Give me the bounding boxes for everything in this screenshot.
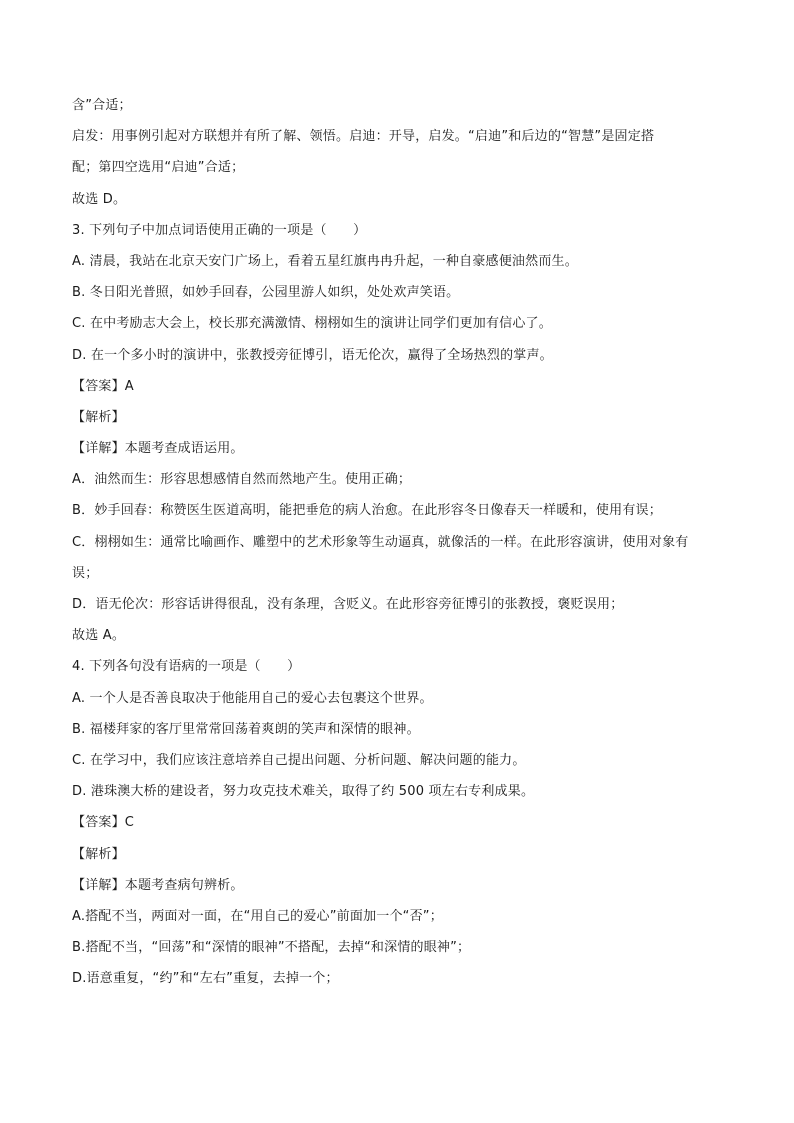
text-line: 故选 D。 bbox=[72, 191, 127, 207]
explanation-line: D.语意重复，“约”和“左右”重复，去掉一个； bbox=[72, 971, 339, 987]
question-3-option-d: D. 在一个多小时的演讲中，张教授旁征博引，语无伦次，赢得了全场热烈的掌声。 bbox=[72, 347, 553, 363]
question-4-option-c: C. 在学习中，我们应该注意培养自己提出问题、分析问题、解决问题的能力。 bbox=[72, 752, 526, 768]
question-3-option-c: C. 在中考励志大会上，校长那充满激情、栩栩如生的演讲让同学们更加有信心了。 bbox=[72, 316, 552, 332]
explanation-line: B．妙手回春：称赞医生医道高明，能把垂危的病人治愈。在此形容冬日像春天一样暖和，使用有误； bbox=[72, 503, 662, 519]
explanation-line: B.搭配不当，“回荡”和“深情的眼神”不搭配，去掉“和深情的眼神”； bbox=[72, 940, 471, 956]
document-body bbox=[72, 96, 724, 1000]
analysis-label: 【解析】 bbox=[72, 409, 125, 425]
question-4-option-d: D. 港珠澳大桥的建设者，努力攻克技术难关，取得了约 500 项左右专利成果。 bbox=[72, 784, 535, 800]
answer-label: 【答案】C bbox=[72, 815, 135, 831]
text-line: 启发：用事例引起对方联想并有所了解、领悟。启迪：开导，启发。“启迪”和后边的“智慧”是固定搭 bbox=[72, 129, 655, 145]
question-4-stem: 4. 下列各句没有语病的一项是（ ） bbox=[72, 659, 301, 675]
text-line: 配；第四空选用“启迪”合适； bbox=[72, 160, 245, 176]
detail-explanation: 【详解】本题考查病句辨析。 bbox=[72, 877, 244, 893]
question-3-option-b: B. 冬日阳光普照，如妙手回春，公园里游人如织，处处欢声笑语。 bbox=[72, 285, 460, 301]
question-4-option-a: A. 一个人是否善良取决于他能用自己的爱心去包裹这个世界。 bbox=[72, 690, 433, 706]
explanation-line: A．油然而生：形容思想感情自然而然地产生。使用正确； bbox=[72, 472, 412, 488]
question-3-option-a: A. 清晨，我站在北京天安门广场上，看着五星红旗冉冉升起，一种自豪感便油然而生。 bbox=[72, 253, 578, 269]
explanation-line: A.搭配不当，两面对一面，在“用自己的爱心”前面加一个“否”； bbox=[72, 908, 443, 924]
explanation-line: D．语无伦次：形容话讲得很乱，没有条理，含贬义。在此形容旁征博引的张教授，褒贬误用； bbox=[72, 597, 624, 612]
explanation-line: C．栩栩如生：通常比喻画作、雕塑中的艺术形象等生动逼真，就像活的一样。在此形容演讲，使用对象有 bbox=[72, 534, 689, 550]
answer-label: 【答案】A bbox=[72, 378, 134, 394]
question-3-stem: 3. 下列句子中加点词语使用正确的一项是（ ） bbox=[72, 222, 367, 238]
text-line: 含”合适； bbox=[72, 98, 132, 113]
question-4-option-b: B. 福楼拜家的客厅里常常回荡着爽朗的笑声和深情的眼神。 bbox=[72, 721, 420, 737]
text-line: 故选 A。 bbox=[72, 628, 126, 644]
detail-explanation: 【详解】本题考查成语运用。 bbox=[72, 441, 244, 457]
analysis-label: 【解析】 bbox=[72, 846, 125, 862]
explanation-line: 误； bbox=[72, 565, 99, 581]
